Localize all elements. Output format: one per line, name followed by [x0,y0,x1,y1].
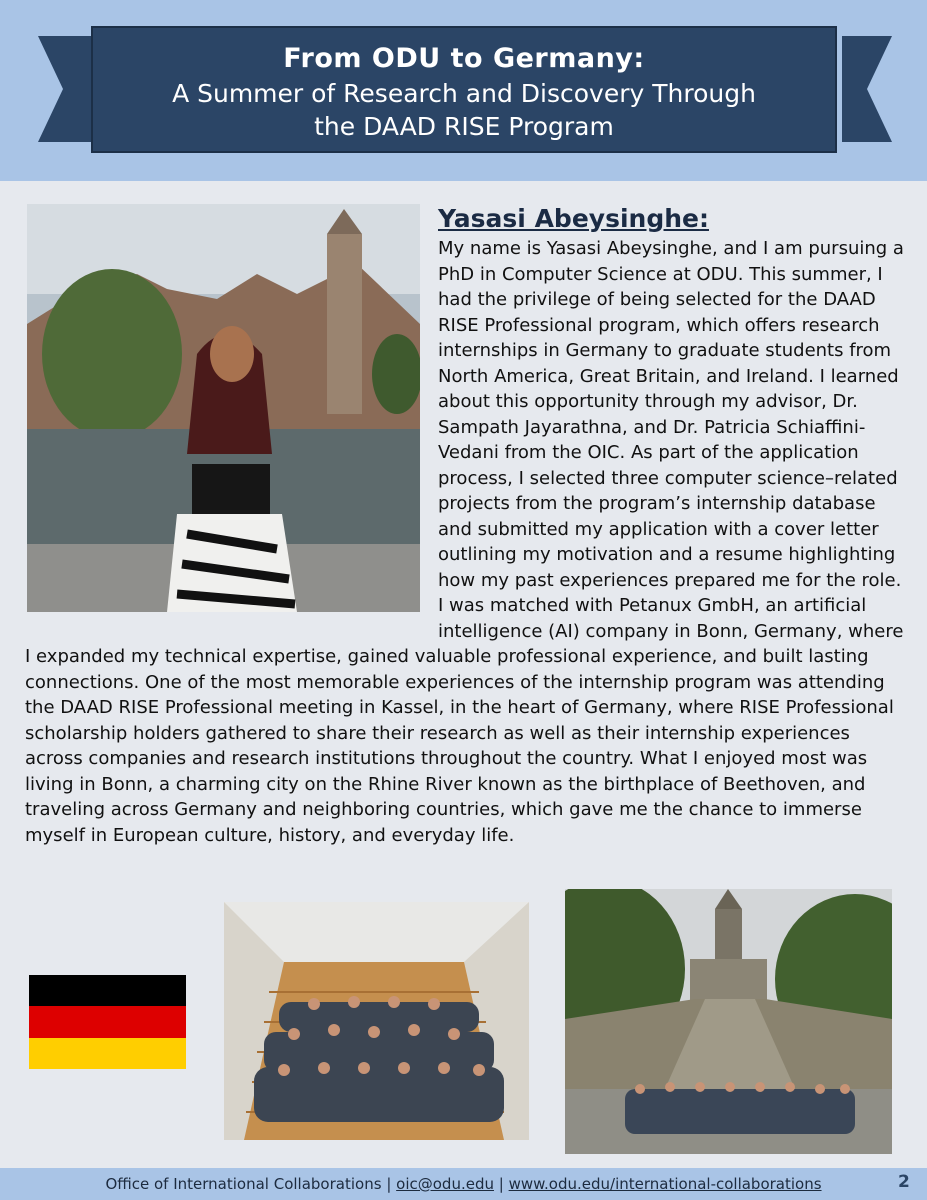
footer-separator: | [386,1175,392,1193]
page-title: From ODU to Germany: [283,43,645,74]
title-banner [91,26,837,153]
footer-website-link[interactable]: www.odu.edu/international-collaborations [508,1175,822,1193]
footer-office: Office of International Collaborations [105,1175,382,1193]
footer [0,1168,927,1200]
ribbon-tail-left [38,36,93,142]
student-name-heading: Yasasi Abeysinghe: [438,204,709,233]
photo-wrap-spacer [25,204,438,634]
ribbon-tail-right [842,36,892,142]
page-subtitle-line1: A Summer of Research and Discovery Through [172,79,756,108]
flag-stripe-red [29,1006,186,1037]
group-photo-stairs [224,902,529,1140]
footer-separator: | [498,1175,504,1193]
german-flag [29,975,186,1069]
footer-contact [0,1175,927,1193]
article [25,204,905,848]
flag-stripe-gold [29,1038,186,1069]
flag-stripe-black [29,975,186,1006]
header-band [0,0,927,181]
monument-group-photo [565,889,892,1154]
page-subtitle-line2: the DAAD RISE Program [314,112,614,141]
article-body: My name is Yasasi Abeysinghe, and I am pursuing a PhD in Computer Science at ODU. This summer, I had the privilege of being selected for the DAAD RISE Professional program, which offers research internships in Germany to graduate students from North America, Great Britain, and Ireland. I learned about this opportunity through my advisor, Dr. Sampath Jayarathna, and Dr. Patricia Schiaffini-Vedani from the OIC. As part of the application process, I selected three computer science–related projects from the program’s internship database and submitted my application with a cover letter outlining my motivation and a resume highlighting how my past experiences prepared me for the role. I was matched with Petanux GmbH, an artificial intelligence (AI) company in Bonn, Germany, where I expanded my technical expertise, gained valuable professional experience, and built lasting connections. One of the most memorable experiences of the internship program was attending the DAAD RISE Professional meeting in Kassel, in the heart of Germany, where RISE Professional scholarship holders gathered to share their research as well as their internship experiences across companies and research institutions throughout the country. What I enjoyed most was living in Bonn, a charming city on the Rhine River known as the birthplace of Beethoven, and traveling across Germany and neighboring countries, which gave me the chance to immerse myself in European culture, history, and everyday life. [25,238,904,846]
footer-email-link[interactable]: oic@odu.edu [396,1175,494,1193]
page-number: 2 [898,1172,910,1192]
